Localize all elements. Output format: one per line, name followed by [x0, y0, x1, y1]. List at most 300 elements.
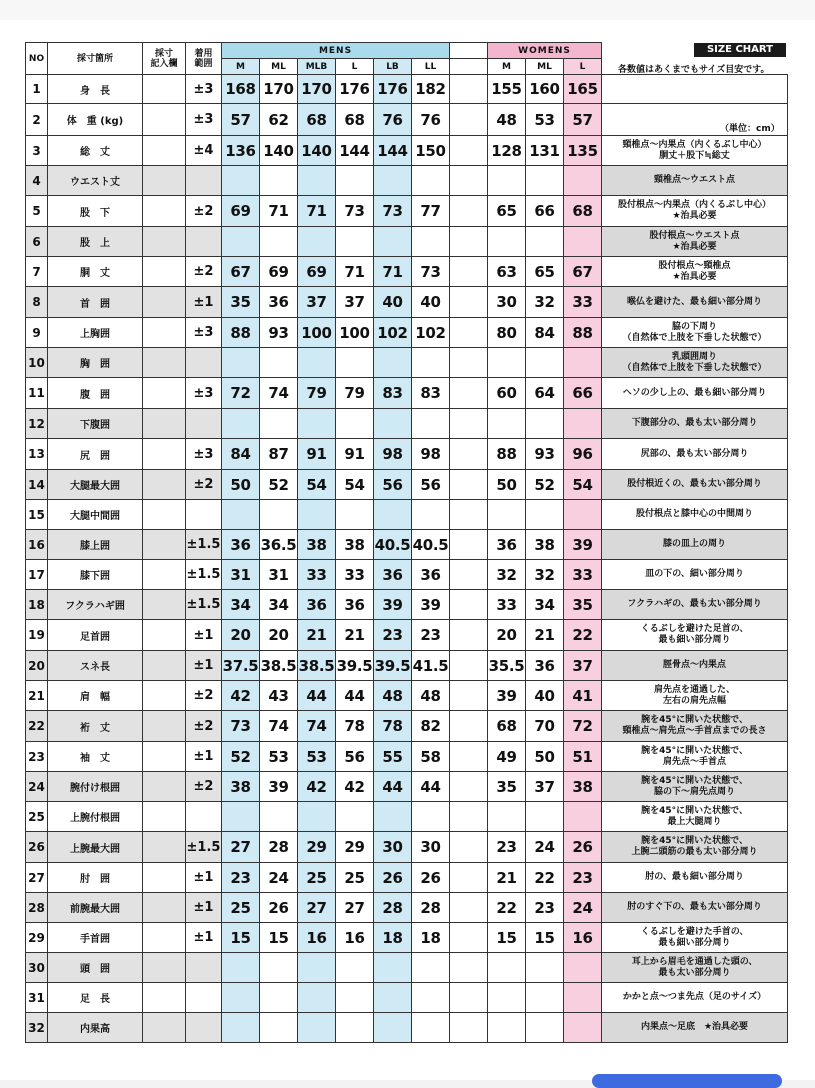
mens-value: 44: [336, 681, 374, 711]
record-cell: [143, 983, 186, 1013]
column-gap: [450, 530, 488, 560]
womens-value: 24: [526, 832, 564, 863]
mens-value: 170: [298, 75, 336, 104]
column-gap: [450, 772, 488, 802]
womens-value: [526, 802, 564, 832]
tolerance-cell: ±1: [186, 620, 222, 651]
column-gap: [450, 953, 488, 983]
tolerance-cell: [186, 227, 222, 257]
measurement-note: 腕を45°に開いた状態で、 頸椎点〜肩先点〜手首点までの長さ: [602, 711, 788, 742]
record-cell: [143, 923, 186, 953]
mens-value: 69: [298, 257, 336, 287]
mens-value: 62: [260, 104, 298, 136]
womens-value: 32: [488, 560, 526, 590]
womens-value: 70: [526, 711, 564, 742]
table-row: [26, 227, 788, 257]
record-cell: [143, 136, 186, 166]
mens-value: 83: [374, 378, 412, 409]
measurement-note: 下腹部分の、最も太い部分周り: [602, 409, 788, 439]
womens-value: 50: [526, 742, 564, 772]
tolerance-cell: ±3: [186, 75, 222, 104]
measurement-name: 上腕最大囲: [48, 832, 143, 863]
row-number: 14: [26, 470, 48, 500]
row-number: 31: [26, 983, 48, 1013]
mens-value: [260, 500, 298, 530]
mens-value: 42: [298, 772, 336, 802]
mens-value: 23: [374, 620, 412, 651]
table-row: [26, 620, 788, 651]
womens-value: 93: [526, 439, 564, 470]
size-header: ML: [260, 59, 298, 75]
mens-value: 36: [374, 560, 412, 590]
size-header: L: [336, 59, 374, 75]
column-gap: [450, 104, 488, 136]
record-cell: [143, 681, 186, 711]
womens-value: 34: [526, 590, 564, 620]
womens-value: 131: [526, 136, 564, 166]
mens-value: 53: [260, 742, 298, 772]
table-row: [26, 166, 788, 196]
womens-value: [488, 500, 526, 530]
tolerance-cell: [186, 1013, 222, 1043]
tolerance-cell: [186, 409, 222, 439]
mens-value: 50: [222, 470, 260, 500]
column-gap: [450, 651, 488, 681]
mens-value: 44: [374, 772, 412, 802]
mens-value: [260, 227, 298, 257]
mens-value: 25: [298, 863, 336, 893]
column-gap: [450, 711, 488, 742]
record-cell: [143, 802, 186, 832]
womens-value: 41: [564, 681, 602, 711]
record-cell: [143, 257, 186, 287]
size-chart-body: [26, 75, 788, 1043]
table-row: [26, 318, 788, 348]
womens-value: 22: [564, 620, 602, 651]
column-gap: [450, 1013, 488, 1043]
mens-value: [260, 348, 298, 378]
womens-value: 36: [526, 651, 564, 681]
row-number: 27: [26, 863, 48, 893]
mens-value: [222, 500, 260, 530]
measurement-name: ウエスト丈: [48, 166, 143, 196]
mens-value: 68: [336, 104, 374, 136]
size-header: L: [564, 59, 602, 75]
mens-value: [374, 409, 412, 439]
record-cell: [143, 227, 186, 257]
mens-value: 18: [374, 923, 412, 953]
womens-value: 68: [488, 711, 526, 742]
mens-value: 33: [298, 560, 336, 590]
record-cell: [143, 348, 186, 378]
record-cell: [143, 75, 186, 104]
mens-value: [298, 983, 336, 1013]
womens-value: 20: [488, 620, 526, 651]
womens-value: 50: [488, 470, 526, 500]
bottom-action-button[interactable]: [592, 1074, 782, 1088]
measurement-name: 足首囲: [48, 620, 143, 651]
measurement-name: 膝上囲: [48, 530, 143, 560]
column-gap: [450, 378, 488, 409]
mens-value: [412, 409, 450, 439]
womens-value: 60: [488, 378, 526, 409]
table-row: [26, 409, 788, 439]
womens-value: 32: [526, 560, 564, 590]
column-gap: [450, 75, 488, 104]
table-row: [26, 802, 788, 832]
measurement-note: 尻部の、最も太い部分周り: [602, 439, 788, 470]
measurement-name: 胴 丈: [48, 257, 143, 287]
row-number: 6: [26, 227, 48, 257]
mens-value: 24: [260, 863, 298, 893]
womens-value: [564, 409, 602, 439]
mens-value: 176: [336, 75, 374, 104]
womens-value: 33: [488, 590, 526, 620]
measurement-name: 体 重 (kg): [48, 104, 143, 136]
mens-value: [374, 348, 412, 378]
mens-value: [298, 500, 336, 530]
row-number: 12: [26, 409, 48, 439]
measurement-note: 腕を45°に開いた状態で、 上腕二頭筋の最も太い部分周り: [602, 832, 788, 863]
header-womens: WOMENS: [488, 43, 602, 59]
measurement-name: 大腿中間囲: [48, 500, 143, 530]
column-gap: [450, 560, 488, 590]
measurement-name: 身 長: [48, 75, 143, 104]
header-location: 採寸箇所: [48, 43, 143, 75]
measurement-name: 裄 丈: [48, 711, 143, 742]
womens-value: 22: [488, 893, 526, 923]
header-gap: [450, 43, 488, 59]
mens-value: 37.5: [222, 651, 260, 681]
row-number: 1: [26, 75, 48, 104]
mens-value: 31: [222, 560, 260, 590]
mens-value: 88: [222, 318, 260, 348]
measurement-name: 腹 囲: [48, 378, 143, 409]
row-number: 11: [26, 378, 48, 409]
womens-value: [526, 953, 564, 983]
mens-value: 54: [336, 470, 374, 500]
mens-value: 41.5: [412, 651, 450, 681]
mens-value: 40: [374, 287, 412, 318]
mens-value: 18: [412, 923, 450, 953]
mens-value: 144: [336, 136, 374, 166]
womens-value: 32: [526, 287, 564, 318]
mens-value: [374, 983, 412, 1013]
measurement-note: 内果点〜足底 ★治具必要: [602, 1013, 788, 1043]
womens-value: 26: [564, 832, 602, 863]
measurement-note: [602, 75, 788, 104]
mens-value: 42: [222, 681, 260, 711]
row-number: 3: [26, 136, 48, 166]
record-cell: [143, 166, 186, 196]
mens-value: 26: [374, 863, 412, 893]
mens-value: 57: [222, 104, 260, 136]
record-cell: [143, 711, 186, 742]
tolerance-cell: ±2: [186, 470, 222, 500]
measurement-note: 頸椎点〜内果点（内くるぶし中心） 胴丈＋股下≒総丈: [602, 136, 788, 166]
womens-value: [488, 166, 526, 196]
measurement-name: 下腹囲: [48, 409, 143, 439]
row-number: 20: [26, 651, 48, 681]
mens-value: [260, 953, 298, 983]
row-number: 29: [26, 923, 48, 953]
womens-value: 23: [564, 863, 602, 893]
womens-value: 37: [564, 651, 602, 681]
header-row-top: [26, 43, 788, 59]
row-number: 19: [26, 620, 48, 651]
tolerance-cell: [186, 802, 222, 832]
row-number: 26: [26, 832, 48, 863]
row-number: 2: [26, 104, 48, 136]
mens-value: 74: [298, 711, 336, 742]
mens-value: 71: [374, 257, 412, 287]
row-number: 23: [26, 742, 48, 772]
mens-value: 28: [412, 893, 450, 923]
measurement-note: 頸椎点〜ウエスト点: [602, 166, 788, 196]
mens-value: [222, 953, 260, 983]
size-header: LB: [374, 59, 412, 75]
mens-value: 67: [222, 257, 260, 287]
row-number: 8: [26, 287, 48, 318]
mens-value: [298, 348, 336, 378]
mens-value: 38: [298, 530, 336, 560]
measurement-note: 乳頭囲周り （自然体で上肢を下垂した状態で）: [602, 348, 788, 378]
record-cell: [143, 378, 186, 409]
mens-value: 15: [260, 923, 298, 953]
size-header: MLB: [298, 59, 336, 75]
mens-value: 21: [336, 620, 374, 651]
mens-value: 74: [260, 711, 298, 742]
mens-value: 182: [412, 75, 450, 104]
womens-value: 65: [488, 196, 526, 227]
mens-value: 144: [374, 136, 412, 166]
column-gap: [450, 439, 488, 470]
column-gap: [450, 318, 488, 348]
mens-value: 56: [374, 470, 412, 500]
tolerance-cell: ±3: [186, 318, 222, 348]
mens-value: [336, 409, 374, 439]
mens-value: 136: [222, 136, 260, 166]
mens-value: 40: [412, 287, 450, 318]
record-cell: [143, 742, 186, 772]
measurement-note: 脛骨点〜内果点: [602, 651, 788, 681]
mens-value: 98: [374, 439, 412, 470]
mens-value: 35: [222, 287, 260, 318]
column-gap: [450, 742, 488, 772]
table-row: [26, 257, 788, 287]
size-chart-title: SIZE CHART: [694, 43, 786, 57]
womens-value: 165: [564, 75, 602, 104]
mens-value: [222, 983, 260, 1013]
mens-value: 170: [260, 75, 298, 104]
mens-value: 34: [260, 590, 298, 620]
mens-value: 54: [298, 470, 336, 500]
mens-value: 79: [298, 378, 336, 409]
column-gap: [450, 983, 488, 1013]
tolerance-cell: ±3: [186, 439, 222, 470]
mens-value: 93: [260, 318, 298, 348]
mens-value: 36: [260, 287, 298, 318]
row-number: 7: [26, 257, 48, 287]
measurement-note: 肩先点を通過した、 左右の肩先点幅: [602, 681, 788, 711]
table-row: [26, 772, 788, 802]
mens-value: 48: [412, 681, 450, 711]
womens-value: 66: [526, 196, 564, 227]
womens-value: 15: [526, 923, 564, 953]
mens-value: 76: [374, 104, 412, 136]
row-number: 16: [26, 530, 48, 560]
mens-value: 29: [336, 832, 374, 863]
mens-value: [336, 348, 374, 378]
measurement-note: かかと点〜つま先点（足のサイズ）: [602, 983, 788, 1013]
table-row: [26, 893, 788, 923]
womens-value: 30: [488, 287, 526, 318]
mens-value: 44: [298, 681, 336, 711]
record-cell: [143, 287, 186, 318]
mens-value: 30: [374, 832, 412, 863]
mens-value: 44: [412, 772, 450, 802]
womens-value: [564, 348, 602, 378]
mens-value: [222, 227, 260, 257]
mens-value: 87: [260, 439, 298, 470]
mens-value: [374, 227, 412, 257]
tolerance-cell: ±1: [186, 893, 222, 923]
womens-value: 40: [526, 681, 564, 711]
womens-value: 66: [564, 378, 602, 409]
womens-value: 21: [526, 620, 564, 651]
mens-value: 55: [374, 742, 412, 772]
mens-value: 73: [336, 196, 374, 227]
record-cell: [143, 863, 186, 893]
record-cell: [143, 104, 186, 136]
tolerance-cell: ±1.5: [186, 530, 222, 560]
table-row: [26, 196, 788, 227]
measurement-note: 皿の下の、細い部分周り: [602, 560, 788, 590]
unit-label: （単位：cm）: [720, 124, 780, 134]
measurement-note: 腕を45°に開いた状態で、 脇の下〜肩先点周り: [602, 772, 788, 802]
table-row: [26, 136, 788, 166]
womens-value: 65: [526, 257, 564, 287]
tolerance-cell: ±1: [186, 863, 222, 893]
table-row: [26, 560, 788, 590]
womens-value: 88: [488, 439, 526, 470]
table-row: [26, 530, 788, 560]
mens-value: 39: [374, 590, 412, 620]
row-number: 28: [26, 893, 48, 923]
table-row: [26, 923, 788, 953]
measurement-note: 脇の下周り （自然体で上肢を下垂した状態で）: [602, 318, 788, 348]
row-number: 15: [26, 500, 48, 530]
womens-value: 72: [564, 711, 602, 742]
mens-value: 100: [336, 318, 374, 348]
column-gap: [450, 500, 488, 530]
womens-value: [488, 983, 526, 1013]
mens-value: 42: [336, 772, 374, 802]
womens-value: 63: [488, 257, 526, 287]
measurement-name: 腕付け根囲: [48, 772, 143, 802]
mens-value: [374, 166, 412, 196]
mens-value: [374, 500, 412, 530]
womens-value: [564, 227, 602, 257]
womens-value: [526, 500, 564, 530]
table-row: [26, 287, 788, 318]
mens-value: 84: [222, 439, 260, 470]
column-gap: [450, 409, 488, 439]
mens-value: [222, 1013, 260, 1043]
womens-value: 35: [488, 772, 526, 802]
womens-value: [564, 983, 602, 1013]
womens-value: 39: [564, 530, 602, 560]
table-row: [26, 378, 788, 409]
size-header: M: [488, 59, 526, 75]
record-cell: [143, 1013, 186, 1043]
size-header: M: [222, 59, 260, 75]
mens-value: 16: [298, 923, 336, 953]
measurement-note: 膝の皿上の周り: [602, 530, 788, 560]
column-gap: [450, 196, 488, 227]
mens-value: [336, 166, 374, 196]
mens-value: 26: [260, 893, 298, 923]
womens-value: 35.5: [488, 651, 526, 681]
mens-value: 52: [260, 470, 298, 500]
tolerance-cell: ±3: [186, 104, 222, 136]
mens-value: 78: [336, 711, 374, 742]
mens-value: 78: [374, 711, 412, 742]
column-gap: [450, 590, 488, 620]
womens-value: 135: [564, 136, 602, 166]
womens-value: 84: [526, 318, 564, 348]
womens-value: 67: [564, 257, 602, 287]
mens-value: 79: [336, 378, 374, 409]
mens-value: 39: [412, 590, 450, 620]
mens-value: 56: [336, 742, 374, 772]
mens-value: 25: [222, 893, 260, 923]
womens-value: 21: [488, 863, 526, 893]
table-row: [26, 983, 788, 1013]
record-cell: [143, 620, 186, 651]
mens-value: 36: [298, 590, 336, 620]
mens-value: [412, 983, 450, 1013]
mens-value: 91: [298, 439, 336, 470]
tolerance-cell: ±1.5: [186, 590, 222, 620]
mens-value: 100: [298, 318, 336, 348]
measurement-note: 肘のすぐ下の、最も太い部分周り: [602, 893, 788, 923]
mens-value: 38: [336, 530, 374, 560]
womens-value: 23: [488, 832, 526, 863]
mens-value: [374, 1013, 412, 1043]
row-number: 18: [26, 590, 48, 620]
tolerance-cell: ±2: [186, 257, 222, 287]
column-gap: [450, 832, 488, 863]
row-number: 9: [26, 318, 48, 348]
womens-value: [488, 409, 526, 439]
womens-value: [564, 802, 602, 832]
mens-value: 38: [222, 772, 260, 802]
mens-value: 25: [336, 863, 374, 893]
tolerance-cell: ±3: [186, 378, 222, 409]
table-row: [26, 832, 788, 863]
column-gap: [450, 166, 488, 196]
mens-value: [374, 953, 412, 983]
mens-value: 83: [412, 378, 450, 409]
mens-value: 39: [260, 772, 298, 802]
womens-value: 57: [564, 104, 602, 136]
mens-value: 74: [260, 378, 298, 409]
mens-value: 27: [222, 832, 260, 863]
measurement-name: 前腕最大囲: [48, 893, 143, 923]
tolerance-cell: ±1: [186, 287, 222, 318]
measurement-name: 肩 幅: [48, 681, 143, 711]
